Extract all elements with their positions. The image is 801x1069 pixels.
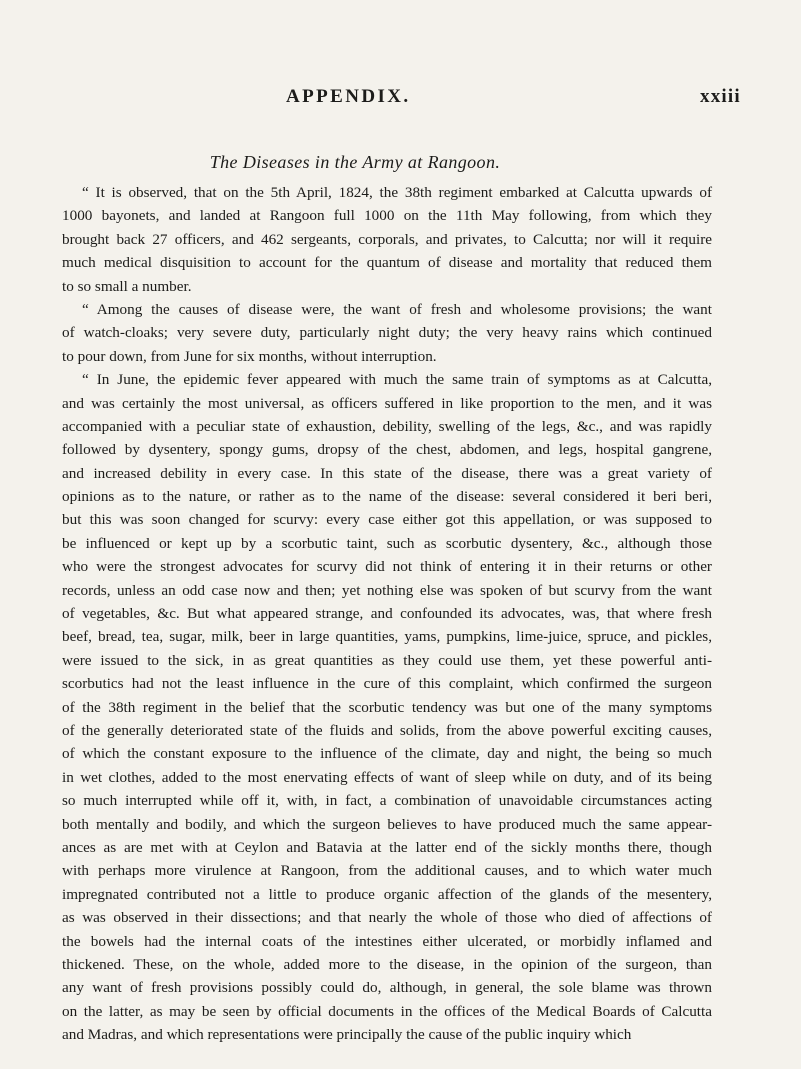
- page-number: xxiii: [700, 86, 741, 107]
- text-line: and was certainly the most universal, as officers suffered in like proportion to the men, and it was: [62, 394, 712, 412]
- text-line: but this was soon changed for scurvy: every case either got this appellation, or was supposed to: [62, 511, 712, 529]
- text-line: to so small a number.: [62, 277, 192, 295]
- text-line: accompanied with a peculiar state of exhaustion, debility, swelling of the legs, &c., and was rapidly: [62, 417, 712, 435]
- text-line: and increased debility in every case. In this state of the disease, there was a great variety of: [62, 464, 712, 482]
- text-line: in wet clothes, added to the most enervating effects of want of sleep while on duty, and of its being: [62, 768, 712, 786]
- text-line: “ In June, the epidemic fever appeared with much the same train of symptoms as at Calcutta,: [82, 371, 712, 389]
- section-title: The Diseases in the Army at Rangoon.: [209, 152, 501, 172]
- text-line: much medical disquisition to account for the quantum of disease and mortality that reduced them: [62, 254, 712, 272]
- text-line: both mentally and bodily, and which the surgeon believes to have produced much the same appear-: [62, 815, 712, 833]
- text-line: “ It is observed, that on the 5th April, 1824, the 38th regiment embarked at Calcutta upwards of: [82, 184, 712, 201]
- text-line: of vegetables, &c. But what appeared strange, and confounded its advocates, was, that where fresh: [62, 605, 712, 623]
- text-line: the bowels had the internal coats of the intestines either ulcerated, or morbidly inflamed and: [62, 932, 712, 950]
- text-line: brought back 27 officers, and 462 sergeants, corporals, and privates, to Calcutta; nor will it require: [62, 230, 712, 248]
- paragraph: [62, 368, 712, 1046]
- text-line: of which the constant exposure to the influence of the climate, day and night, the being so much: [62, 745, 712, 763]
- text-line: 1000 bayonets, and landed at Rangoon full 1000 on the 11th May following, from which they: [62, 207, 712, 225]
- text-line: as was observed in their dissections; and that nearly the whole of those who died of affections of: [62, 909, 712, 927]
- text-line: of watch-cloaks; very severe duty, particularly night duty; the very heavy rains which continued: [62, 324, 712, 342]
- text-line: scorbutics had not the least influence in the cure of this complaint, which confirmed the surgeon: [62, 675, 712, 693]
- text-line: opinions as to the nature, or rather as to the name of the disease: several considered it beri beri,: [62, 488, 712, 506]
- text-line: so much interrupted while off it, with, in fact, a combination of unavoidable circumstances acting: [62, 792, 712, 810]
- text-line: “ Among the causes of disease were, the want of fresh and wholesome provisions; the want: [82, 300, 712, 318]
- text-line: who were the strongest advocates for scurvy did not think of entering it in their returns or other: [62, 558, 712, 576]
- text-line: thickened. These, on the whole, added more to the disease, in the opinion of the surgeon, than: [62, 955, 712, 973]
- text-line: beef, bread, tea, sugar, milk, beer in large quantities, yams, pumpkins, lime-juice, spruce, and pickles,: [62, 628, 712, 646]
- text-line: on the latter, as may be seen by official documents in the offices of the Medical Boards of Calcutta: [62, 1002, 712, 1020]
- paragraph: [62, 298, 712, 368]
- text-line: of the generally deteriorated state of the fluids and solids, from the above powerful exciting causes,: [62, 721, 712, 739]
- text-line: any want of fresh provisions possibly could do, although, in general, the sole blame was thrown: [62, 979, 712, 997]
- text-line: to pour down, from June for six months, without interruption.: [62, 347, 437, 365]
- text-line: of the 38th regiment in the belief that the scorbutic tendency was but one of the many symptoms: [62, 698, 712, 716]
- text-line: and Madras, and which representations were principally the cause of the public inquiry which: [62, 1026, 632, 1044]
- running-head: APPENDIX.: [286, 86, 411, 107]
- text-line: records, unless an odd case now and then; yet nothing else was spoken of but scurvy from the want: [62, 581, 712, 599]
- text-line: with perhaps more virulence at Rangoon, from the additional causes, and to which water much: [62, 862, 712, 880]
- text-line: followed by dysentery, spongy gums, dropsy of the chest, abdomen, and legs, hospital gangrene,: [62, 441, 712, 459]
- paragraph: [62, 181, 712, 298]
- text-line: be influenced or kept up by a scorbutic taint, such as scorbutic dysentery, &c., although those: [62, 534, 712, 552]
- text-line: were issued to the sick, in as great quantities as they could use them, yet these powerful anti-: [62, 651, 712, 669]
- text-line: impregnated contributed not a little to produce organic affection of the glands of the mesentery,: [62, 885, 712, 903]
- text-line: ances as are met with at Ceylon and Batavia at the latter end of the sickly months there, though: [62, 838, 712, 856]
- body-text: [62, 181, 712, 1046]
- page-header: [0, 86, 801, 112]
